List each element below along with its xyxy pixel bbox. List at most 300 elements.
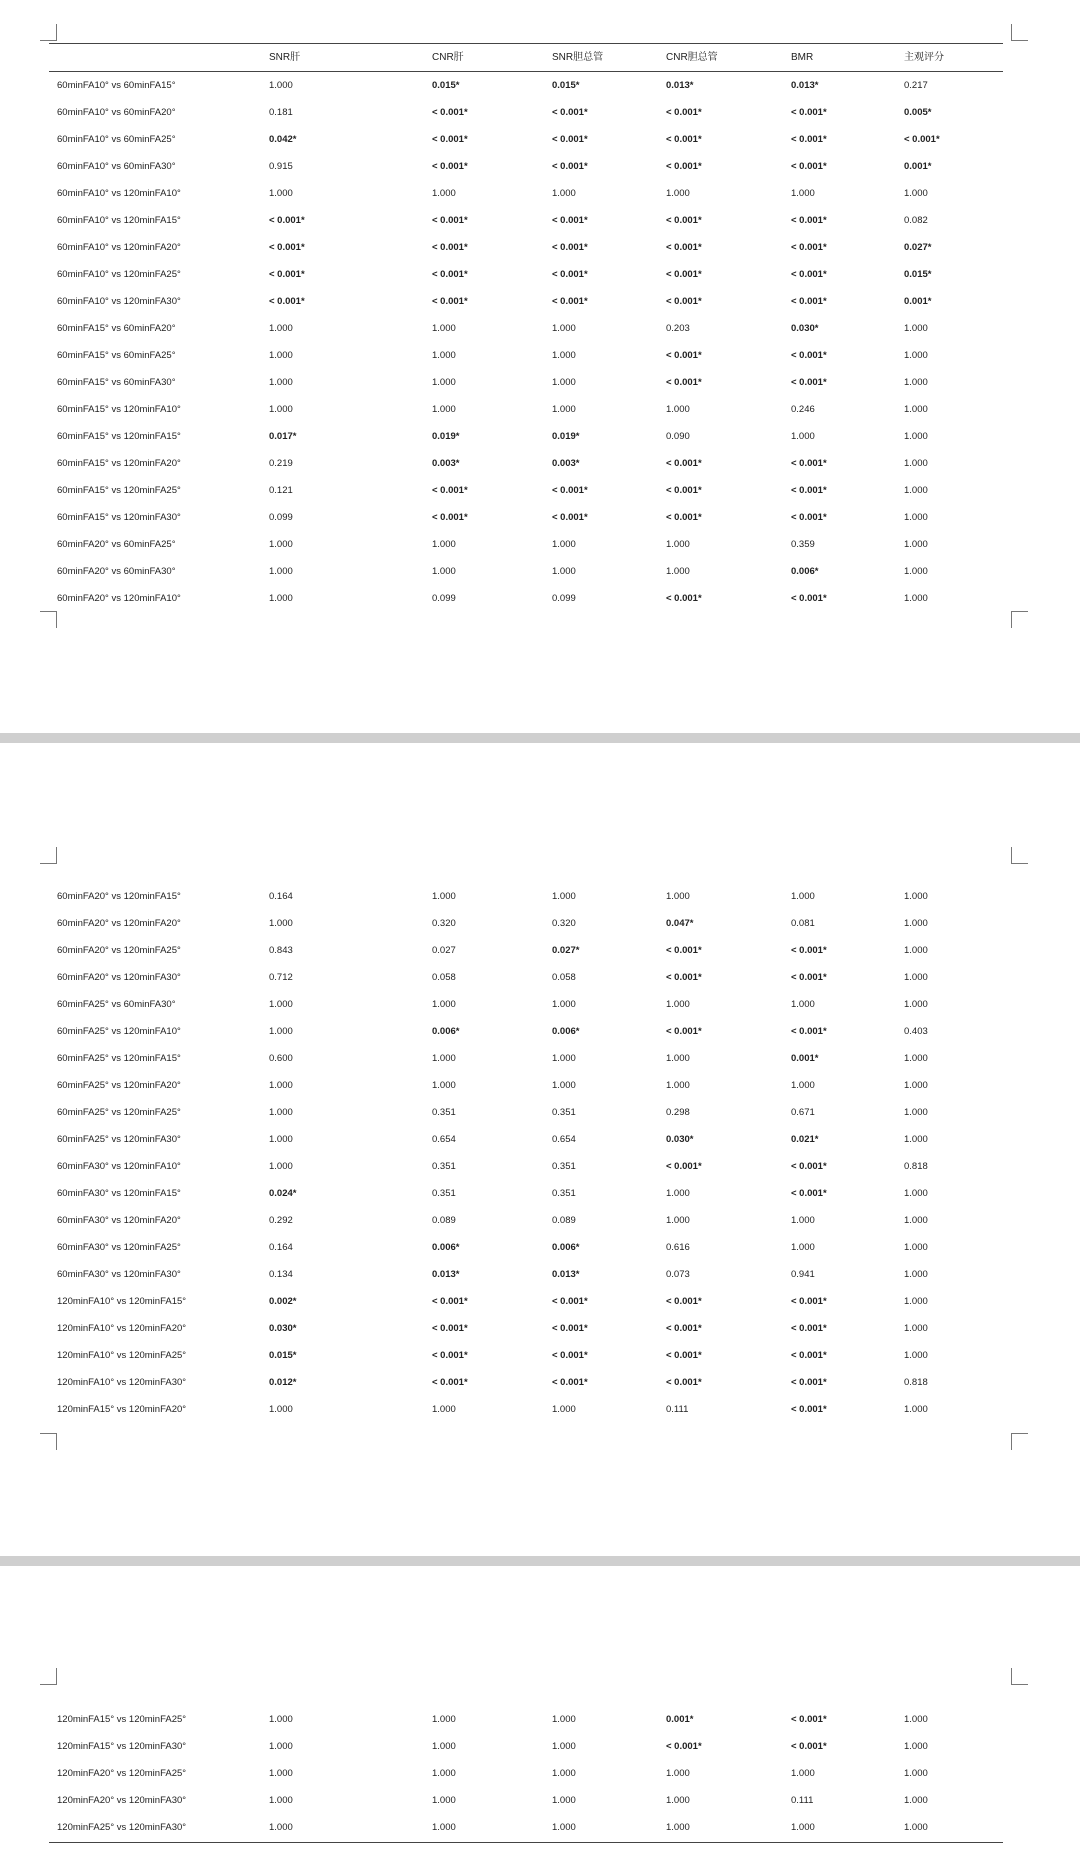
p-value-cell: < 0.001* (791, 945, 827, 956)
p-value-cell: < 0.001* (552, 1377, 588, 1388)
p-value-cell: 1.000 (791, 891, 815, 902)
p-value-cell: < 0.001* (552, 485, 588, 496)
p-value-cell: 0.351 (432, 1161, 456, 1172)
table-row (0, 883, 1080, 910)
table-row (0, 180, 1080, 207)
p-value-cell: < 0.001* (432, 485, 468, 496)
p-value-cell: 1.000 (552, 1714, 576, 1725)
comparison-label: 60minFA15° vs 120minFA15° (57, 431, 181, 442)
comparison-label: 120minFA10° vs 120minFA15° (57, 1296, 187, 1307)
p-value-cell: 0.246 (791, 404, 815, 415)
table-row (0, 1288, 1080, 1315)
p-value-cell: 0.089 (552, 1215, 576, 1226)
p-value-cell: 0.027* (904, 242, 932, 253)
p-value-cell: 1.000 (432, 1080, 456, 1091)
comparison-label: 60minFA10° vs 120minFA20° (57, 242, 181, 253)
p-value-cell: 1.000 (432, 323, 456, 334)
p-value-cell: 1.000 (552, 404, 576, 415)
p-value-cell: < 0.001* (791, 242, 827, 253)
p-value-cell: 1.000 (269, 1795, 293, 1806)
p-value-cell: 1.000 (552, 999, 576, 1010)
p-value-cell: 0.099 (552, 593, 576, 604)
p-value-cell: < 0.001* (666, 377, 702, 388)
p-value-cell: < 0.001* (791, 593, 827, 604)
p-value-cell: 1.000 (904, 1768, 928, 1779)
p-value-cell: 1.000 (904, 1134, 928, 1145)
comparison-label: 60minFA10° vs 120minFA10° (57, 188, 181, 199)
p-value-cell: < 0.001* (791, 107, 827, 118)
table-row (0, 1045, 1080, 1072)
p-value-cell: < 0.001* (666, 485, 702, 496)
p-value-cell: < 0.001* (432, 134, 468, 145)
p-value-cell: 1.000 (904, 1741, 928, 1752)
table-body-page-3 (0, 1706, 1080, 1841)
table-row (0, 99, 1080, 126)
p-value-cell: < 0.001* (666, 350, 702, 361)
p-value-cell: 0.359 (791, 539, 815, 550)
comparison-label: 60minFA20° vs 120minFA15° (57, 891, 181, 902)
p-value-cell: 1.000 (432, 539, 456, 550)
table-body-page-2 (0, 883, 1080, 1423)
p-value-cell: 0.001* (791, 1053, 819, 1064)
comparison-label: 60minFA25° vs 120minFA10° (57, 1026, 181, 1037)
table-row (0, 396, 1080, 423)
p-value-cell: 1.000 (552, 566, 576, 577)
table-row (0, 991, 1080, 1018)
p-value-cell: 1.000 (552, 539, 576, 550)
comparison-label: 60minFA25° vs 120minFA20° (57, 1080, 181, 1091)
p-value-cell: < 0.001* (791, 269, 827, 280)
comparison-label: 60minFA25° vs 120minFA15° (57, 1053, 181, 1064)
comparison-label: 120minFA20° vs 120minFA30° (57, 1795, 187, 1806)
p-value-cell: 1.000 (904, 1053, 928, 1064)
p-value-cell: < 0.001* (791, 1350, 827, 1361)
p-value-cell: 1.000 (904, 1242, 928, 1253)
p-value-cell: 1.000 (269, 188, 293, 199)
p-value-cell: 1.000 (791, 431, 815, 442)
table-row (0, 369, 1080, 396)
p-value-cell: < 0.001* (432, 1323, 468, 1334)
p-value-cell: < 0.001* (552, 296, 588, 307)
p-value-cell: 0.121 (269, 485, 293, 496)
comparison-label: 60minFA15° vs 60minFA20° (57, 323, 176, 334)
p-value-cell: 1.000 (904, 593, 928, 604)
p-value-cell: 1.000 (904, 1822, 928, 1833)
table-row (0, 531, 1080, 558)
table-row (0, 1396, 1080, 1423)
comparison-label: 60minFA15° vs 120minFA30° (57, 512, 181, 523)
p-value-cell: 0.111 (791, 1795, 814, 1806)
p-value-cell: 0.081 (791, 918, 815, 929)
p-value-cell: < 0.001* (666, 1296, 702, 1307)
column-header: CNR胆总管 (666, 52, 718, 63)
p-value-cell: 1.000 (791, 1822, 815, 1833)
page-separator (0, 1556, 1080, 1566)
p-value-cell: 0.005* (904, 107, 932, 118)
table-row (0, 1099, 1080, 1126)
p-value-cell: 0.073 (666, 1269, 690, 1280)
p-value-cell: 1.000 (666, 1188, 690, 1199)
comparison-label: 60minFA30° vs 120minFA25° (57, 1242, 181, 1253)
p-value-cell: < 0.001* (791, 512, 827, 523)
p-value-cell: 0.941 (791, 1269, 815, 1280)
comparison-label: 60minFA15° vs 120minFA25° (57, 485, 181, 496)
p-value-cell: 1.000 (552, 1822, 576, 1833)
p-value-cell: 0.181 (269, 107, 293, 118)
p-value-cell: 1.000 (791, 1080, 815, 1091)
p-value-cell: 1.000 (904, 1795, 928, 1806)
comparison-label: 120minFA15° vs 120minFA20° (57, 1404, 187, 1415)
page-separator (0, 733, 1080, 743)
p-value-cell: 1.000 (269, 1822, 293, 1833)
p-value-cell: 0.006* (432, 1242, 460, 1253)
p-value-cell: < 0.001* (791, 1188, 827, 1199)
p-value-cell: < 0.001* (666, 1350, 702, 1361)
p-value-cell: 1.000 (552, 1795, 576, 1806)
p-value-cell: 1.000 (552, 1080, 576, 1091)
p-value-cell: 0.654 (432, 1134, 456, 1145)
p-value-cell: 0.006* (552, 1242, 580, 1253)
p-value-cell: < 0.001* (432, 107, 468, 118)
p-value-cell: 1.000 (552, 1741, 576, 1752)
p-value-cell: 1.000 (269, 80, 293, 91)
p-value-cell: < 0.001* (552, 107, 588, 118)
p-value-cell: 1.000 (904, 377, 928, 388)
p-value-cell: 0.320 (432, 918, 456, 929)
p-value-cell: 0.818 (904, 1161, 928, 1172)
table-body-page-1 (0, 72, 1080, 612)
p-value-cell: 1.000 (666, 404, 690, 415)
p-value-cell: 1.000 (666, 566, 690, 577)
page-corner-mark (1011, 1433, 1028, 1450)
p-value-cell: 0.164 (269, 891, 293, 902)
p-value-cell: < 0.001* (552, 269, 588, 280)
p-value-cell: < 0.001* (791, 1404, 827, 1415)
table-row (0, 315, 1080, 342)
p-value-cell: 1.000 (269, 1714, 293, 1725)
p-value-cell: < 0.001* (791, 1026, 827, 1037)
p-value-cell: 0.654 (552, 1134, 576, 1145)
p-value-cell: 0.217 (904, 80, 928, 91)
p-value-cell: 1.000 (666, 1215, 690, 1226)
p-value-cell: 0.006* (432, 1026, 460, 1037)
p-value-cell: 0.298 (666, 1107, 690, 1118)
table-row (0, 585, 1080, 612)
p-value-cell: 1.000 (432, 404, 456, 415)
p-value-cell: < 0.001* (666, 1377, 702, 1388)
comparison-label: 60minFA15° vs 60minFA25° (57, 350, 176, 361)
p-value-cell: 0.351 (552, 1161, 576, 1172)
p-value-cell: 0.030* (269, 1323, 297, 1334)
p-value-cell: 1.000 (904, 1350, 928, 1361)
table-row (0, 72, 1080, 99)
p-value-cell: 1.000 (269, 1080, 293, 1091)
p-value-cell: 1.000 (432, 1053, 456, 1064)
p-value-cell: 1.000 (269, 539, 293, 550)
p-value-cell: 1.000 (269, 377, 293, 388)
p-value-cell: 1.000 (904, 431, 928, 442)
table-row (0, 964, 1080, 991)
p-value-cell: < 0.001* (666, 593, 702, 604)
comparison-label: 60minFA25° vs 120minFA25° (57, 1107, 181, 1118)
p-value-cell: 1.000 (432, 1404, 456, 1415)
document-page-1 (0, 0, 1080, 733)
p-value-cell: 0.013* (432, 1269, 460, 1280)
p-value-cell: 0.015* (432, 80, 460, 91)
p-value-cell: 1.000 (791, 1242, 815, 1253)
p-value-cell: 1.000 (904, 1188, 928, 1199)
p-value-cell: 1.000 (904, 485, 928, 496)
comparison-label: 60minFA15° vs 60minFA30° (57, 377, 176, 388)
p-value-cell: 0.015* (269, 1350, 297, 1361)
table-row (0, 1126, 1080, 1153)
p-value-cell: 1.000 (904, 566, 928, 577)
p-value-cell: 1.000 (791, 188, 815, 199)
p-value-cell: < 0.001* (269, 215, 305, 226)
p-value-cell: < 0.001* (666, 134, 702, 145)
p-value-cell: 1.000 (432, 350, 456, 361)
p-value-cell: < 0.001* (269, 296, 305, 307)
comparison-label: 60minFA25° vs 60minFA30° (57, 999, 176, 1010)
p-value-cell: < 0.001* (791, 972, 827, 983)
document-page-2 (0, 743, 1080, 1556)
p-value-cell: 1.000 (269, 1741, 293, 1752)
p-value-cell: 0.089 (432, 1215, 456, 1226)
table-row (0, 558, 1080, 585)
comparison-label: 60minFA20° vs 60minFA25° (57, 539, 176, 550)
p-value-cell: 0.030* (791, 323, 819, 334)
p-value-cell: 1.000 (666, 891, 690, 902)
comparison-label: 120minFA10° vs 120minFA25° (57, 1350, 187, 1361)
p-value-cell: < 0.001* (666, 972, 702, 983)
comparison-label: 60minFA20° vs 120minFA10° (57, 593, 181, 604)
p-value-cell: 1.000 (666, 188, 690, 199)
p-value-cell: 1.000 (791, 999, 815, 1010)
table-row (0, 910, 1080, 937)
table-row (0, 423, 1080, 450)
p-value-cell: 1.000 (432, 999, 456, 1010)
p-value-cell: 0.013* (791, 80, 819, 91)
p-value-cell: 1.000 (432, 1714, 456, 1725)
p-value-cell: 0.134 (269, 1269, 293, 1280)
comparison-label: 120minFA20° vs 120minFA25° (57, 1768, 187, 1779)
p-value-cell: 1.000 (269, 350, 293, 361)
comparison-label: 120minFA15° vs 120minFA30° (57, 1741, 187, 1752)
p-value-cell: 1.000 (791, 1768, 815, 1779)
p-value-cell: 1.000 (666, 1053, 690, 1064)
p-value-cell: 0.164 (269, 1242, 293, 1253)
comparison-label: 60minFA30° vs 120minFA15° (57, 1188, 181, 1199)
p-value-cell: < 0.001* (791, 485, 827, 496)
p-value-cell: 1.000 (269, 1107, 293, 1118)
p-value-cell: 1.000 (904, 512, 928, 523)
p-value-cell: 1.000 (904, 891, 928, 902)
p-value-cell: 1.000 (269, 1161, 293, 1172)
table-row (0, 1814, 1080, 1841)
comparison-label: 120minFA10° vs 120minFA30° (57, 1377, 187, 1388)
p-value-cell: < 0.001* (432, 161, 468, 172)
p-value-cell: < 0.001* (432, 242, 468, 253)
p-value-cell: < 0.001* (552, 161, 588, 172)
p-value-cell: 0.219 (269, 458, 293, 469)
p-value-cell: < 0.001* (791, 458, 827, 469)
p-value-cell: 0.058 (432, 972, 456, 983)
p-value-cell: < 0.001* (269, 269, 305, 280)
p-value-cell: < 0.001* (791, 1741, 827, 1752)
p-value-cell: 1.000 (269, 404, 293, 415)
table-row (0, 1234, 1080, 1261)
p-value-cell: < 0.001* (904, 134, 940, 145)
p-value-cell: < 0.001* (432, 296, 468, 307)
p-value-cell: 1.000 (269, 566, 293, 577)
p-value-cell: 0.013* (666, 80, 694, 91)
p-value-cell: 1.000 (432, 1768, 456, 1779)
table-row (0, 288, 1080, 315)
p-value-cell: < 0.001* (791, 134, 827, 145)
p-value-cell: 1.000 (552, 377, 576, 388)
p-value-cell: 0.003* (552, 458, 580, 469)
p-value-cell: 0.090 (666, 431, 690, 442)
p-value-cell: 0.001* (666, 1714, 694, 1725)
p-value-cell: 0.047* (666, 918, 694, 929)
table-row (0, 1733, 1080, 1760)
p-value-cell: < 0.001* (666, 512, 702, 523)
p-value-cell: < 0.001* (432, 1350, 468, 1361)
p-value-cell: < 0.001* (432, 512, 468, 523)
page-corner-mark (1011, 1668, 1028, 1685)
p-value-cell: 1.000 (904, 1107, 928, 1118)
p-value-cell: < 0.001* (552, 242, 588, 253)
p-value-cell: < 0.001* (791, 215, 827, 226)
comparison-label: 60minFA10° vs 120minFA30° (57, 296, 181, 307)
p-value-cell: 1.000 (666, 539, 690, 550)
comparison-label: 60minFA20° vs 60minFA30° (57, 566, 176, 577)
p-value-cell: < 0.001* (666, 1741, 702, 1752)
p-value-cell: 1.000 (904, 323, 928, 334)
comparison-label: 60minFA30° vs 120minFA20° (57, 1215, 181, 1226)
p-value-cell: < 0.001* (552, 1296, 588, 1307)
comparison-label: 60minFA10° vs 60minFA30° (57, 161, 176, 172)
table-row (0, 1706, 1080, 1733)
p-value-cell: < 0.001* (791, 1377, 827, 1388)
p-value-cell: 0.017* (269, 431, 297, 442)
p-value-cell: 0.006* (552, 1026, 580, 1037)
p-value-cell: < 0.001* (666, 242, 702, 253)
table-row (0, 261, 1080, 288)
table-row (0, 1369, 1080, 1396)
comparison-label: 60minFA25° vs 120minFA30° (57, 1134, 181, 1145)
comparison-label: 60minFA10° vs 60minFA25° (57, 134, 176, 145)
p-value-cell: 1.000 (552, 350, 576, 361)
column-header: CNR肝 (432, 52, 464, 63)
p-value-cell: 0.351 (432, 1188, 456, 1199)
p-value-cell: 1.000 (904, 188, 928, 199)
p-value-cell: 1.000 (269, 1026, 293, 1037)
p-value-cell: 0.320 (552, 918, 576, 929)
page-corner-mark (1011, 24, 1028, 41)
p-value-cell: 1.000 (904, 350, 928, 361)
p-value-cell: < 0.001* (666, 1026, 702, 1037)
p-value-cell: 1.000 (269, 999, 293, 1010)
p-value-cell: 1.000 (904, 458, 928, 469)
document-page-3 (0, 1566, 1080, 1869)
table-row (0, 234, 1080, 261)
table-row (0, 504, 1080, 531)
comparison-label: 120minFA10° vs 120minFA20° (57, 1323, 187, 1334)
p-value-cell: 0.351 (432, 1107, 456, 1118)
p-value-cell: 0.024* (269, 1188, 297, 1199)
column-header: BMR (791, 52, 814, 63)
p-value-cell: < 0.001* (666, 458, 702, 469)
p-value-cell: 1.000 (666, 999, 690, 1010)
p-value-cell: 0.015* (552, 80, 580, 91)
p-value-cell: 1.000 (904, 1269, 928, 1280)
p-value-cell: < 0.001* (791, 1161, 827, 1172)
p-value-cell: 1.000 (552, 1053, 576, 1064)
table-row (0, 1180, 1080, 1207)
p-value-cell: 1.000 (269, 1404, 293, 1415)
p-value-cell: 1.000 (552, 323, 576, 334)
comparison-label: 60minFA15° vs 120minFA10° (57, 404, 181, 415)
p-value-cell: 1.000 (904, 1404, 928, 1415)
p-value-cell: 1.000 (904, 972, 928, 983)
column-header: SNR肝 (269, 52, 301, 63)
table-row (0, 207, 1080, 234)
p-value-cell: < 0.001* (666, 1323, 702, 1334)
p-value-cell: < 0.001* (791, 1323, 827, 1334)
p-value-cell: < 0.001* (791, 1296, 827, 1307)
p-value-cell: 1.000 (904, 1080, 928, 1091)
p-value-cell: 0.082 (904, 215, 928, 226)
p-value-cell: 1.000 (904, 1714, 928, 1725)
p-value-cell: 1.000 (269, 593, 293, 604)
page-corner-mark (40, 1668, 57, 1685)
p-value-cell: 1.000 (269, 918, 293, 929)
p-value-cell: < 0.001* (666, 296, 702, 307)
p-value-cell: < 0.001* (432, 1377, 468, 1388)
p-value-cell: < 0.001* (791, 1714, 827, 1725)
p-value-cell: 0.013* (552, 1269, 580, 1280)
table-row (0, 126, 1080, 153)
p-value-cell: 0.671 (791, 1107, 815, 1118)
p-value-cell: 1.000 (904, 1323, 928, 1334)
page-corner-mark (40, 847, 57, 864)
p-value-cell: 0.616 (666, 1242, 690, 1253)
p-value-cell: 0.021* (791, 1134, 819, 1145)
p-value-cell: 0.351 (552, 1107, 576, 1118)
p-value-cell: 1.000 (432, 1822, 456, 1833)
table-row (0, 1261, 1080, 1288)
table-row (0, 450, 1080, 477)
page-corner-mark (40, 611, 57, 628)
p-value-cell: 0.403 (904, 1026, 928, 1037)
p-value-cell: < 0.001* (791, 350, 827, 361)
p-value-cell: < 0.001* (552, 134, 588, 145)
comparison-label: 60minFA10° vs 120minFA15° (57, 215, 181, 226)
p-value-cell: 1.000 (432, 188, 456, 199)
p-value-cell: 1.000 (904, 999, 928, 1010)
p-value-cell: 0.818 (904, 1377, 928, 1388)
p-value-cell: 1.000 (904, 918, 928, 929)
p-value-cell: 0.019* (552, 431, 580, 442)
p-value-cell: 0.099 (432, 593, 456, 604)
table-row (0, 477, 1080, 504)
p-value-cell: 1.000 (666, 1768, 690, 1779)
p-value-cell: 0.042* (269, 134, 297, 145)
p-value-cell: < 0.001* (552, 215, 588, 226)
table-header (0, 44, 1080, 71)
table-row (0, 1342, 1080, 1369)
